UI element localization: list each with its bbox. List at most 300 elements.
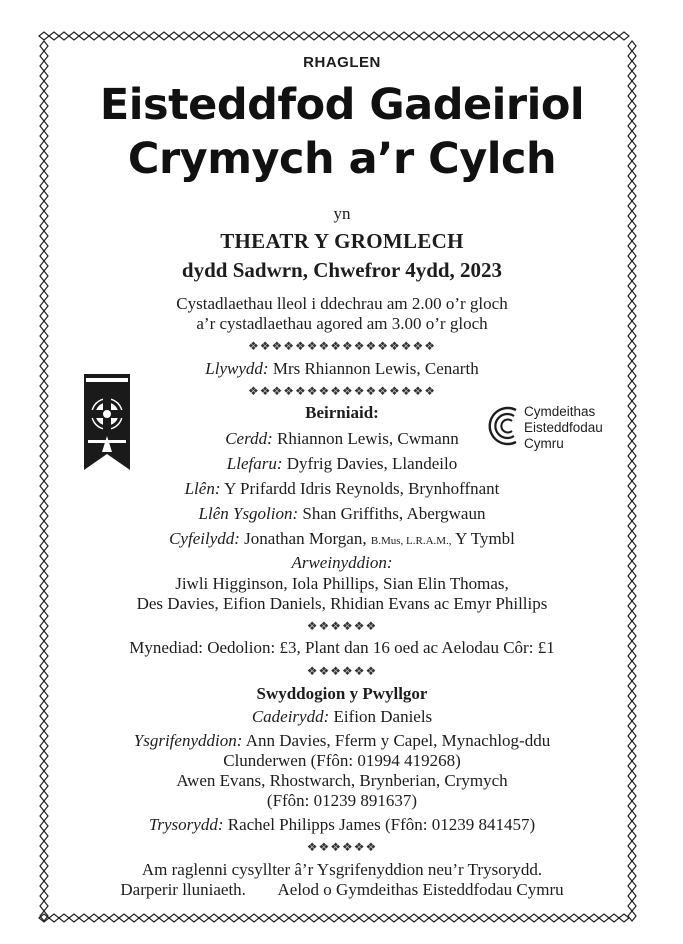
border-link xyxy=(628,41,636,51)
border-link xyxy=(40,851,48,861)
border-link xyxy=(628,111,636,121)
judge-name: Y Prifardd Idris Reynolds, Brynhoffnant xyxy=(224,479,500,498)
border-link xyxy=(40,491,48,501)
border-link xyxy=(40,211,48,221)
border-link xyxy=(628,591,636,601)
border-link xyxy=(40,171,48,181)
border-link xyxy=(169,32,179,40)
border-link xyxy=(40,421,48,431)
border-link xyxy=(628,241,636,251)
border-link xyxy=(369,32,379,40)
border-link xyxy=(189,32,199,40)
start-times-line2: a’r cystadlaethau agored am 3.00 o’r gloch xyxy=(196,314,488,333)
chair-name: Eifion Daniels xyxy=(333,707,433,726)
border-link xyxy=(628,211,636,221)
border-link xyxy=(40,891,48,901)
border-link xyxy=(40,91,48,101)
border-link xyxy=(628,901,636,911)
border-link xyxy=(119,914,129,922)
secretary-address: Ann Davies, Fferm y Capel, Mynachlog-ddu xyxy=(245,731,551,750)
border-link xyxy=(40,611,48,621)
logo-text-3: Cymru xyxy=(524,436,564,451)
border-link xyxy=(40,251,48,261)
border-link xyxy=(40,561,48,571)
border-link xyxy=(40,511,48,521)
border-link xyxy=(40,881,48,891)
border-link xyxy=(59,32,69,40)
border-link xyxy=(129,914,139,922)
border-link xyxy=(628,661,636,671)
judge-music xyxy=(62,429,622,449)
border-link xyxy=(529,914,539,922)
border-link xyxy=(559,32,569,40)
border-link xyxy=(449,914,459,922)
judge-role: Cerdd: xyxy=(225,429,273,448)
secretaries-role: Ysgrifenyddion: xyxy=(133,731,243,750)
border-link xyxy=(609,32,619,40)
border-link xyxy=(628,221,636,231)
border-link xyxy=(628,611,636,621)
accompanist xyxy=(62,529,622,549)
border-link xyxy=(628,511,636,521)
border-link xyxy=(309,32,319,40)
border-link xyxy=(569,32,579,40)
border-link xyxy=(319,914,329,922)
border-link xyxy=(40,841,48,851)
border-link xyxy=(589,914,599,922)
border-link xyxy=(239,914,249,922)
border-link xyxy=(628,141,636,151)
event-date: dydd Sadwrn, Chwefror 4ydd, 2023 xyxy=(181,258,503,282)
judge-role: Llefaru: xyxy=(226,454,283,473)
border-link xyxy=(169,914,179,922)
border-link xyxy=(79,914,89,922)
admission-prices: Mynediad: Oedolion: £3, Plant dan 16 oed ac Aelodau Côr: £1 xyxy=(129,638,555,657)
border-link xyxy=(439,914,449,922)
border-link xyxy=(359,914,369,922)
border-link xyxy=(40,521,48,531)
border-link xyxy=(219,32,229,40)
border-link xyxy=(628,761,636,771)
border-link xyxy=(628,251,636,261)
border-link xyxy=(399,914,409,922)
border-link xyxy=(249,32,259,40)
footer-line2 xyxy=(62,880,622,900)
border-link xyxy=(339,914,349,922)
border-link xyxy=(419,914,429,922)
border-link xyxy=(89,914,99,922)
border-link xyxy=(549,914,559,922)
border-link xyxy=(40,531,48,541)
border-link xyxy=(628,461,636,471)
border-link xyxy=(499,32,509,40)
border-link xyxy=(628,631,636,641)
border-link xyxy=(579,914,589,922)
border-link xyxy=(179,32,189,40)
page-title-line2: Crymych a’r Cylch xyxy=(127,134,557,184)
border-link xyxy=(40,621,48,631)
border-link xyxy=(40,721,48,731)
border-link xyxy=(69,914,79,922)
secretaries-line1 xyxy=(62,731,622,751)
border-link xyxy=(619,914,629,922)
border-link xyxy=(40,401,48,411)
judge-school-literature xyxy=(62,504,622,524)
president-role: Llywydd: xyxy=(205,359,269,378)
border-link xyxy=(519,914,529,922)
border-link xyxy=(628,361,636,371)
border-link xyxy=(40,631,48,641)
committee-heading: Swyddogion y Pwyllgor xyxy=(256,684,428,703)
border-link xyxy=(109,914,119,922)
border-link xyxy=(628,191,636,201)
border-link xyxy=(99,914,109,922)
border-link xyxy=(40,541,48,551)
border-link xyxy=(379,914,389,922)
border-link xyxy=(40,71,48,81)
chair-role: Cadeirydd: xyxy=(251,707,330,726)
border-link xyxy=(40,471,48,481)
compere-names-line2: Des Davies, Eifion Daniels, Rhidian Evans ac Emyr Phillips xyxy=(136,594,548,613)
border-link xyxy=(40,481,48,491)
border-link xyxy=(628,801,636,811)
border-link xyxy=(40,641,48,651)
border-link xyxy=(628,261,636,271)
president-name: Mrs Rhiannon Lewis, Cenarth xyxy=(272,359,479,378)
border-link xyxy=(609,914,619,922)
border-link xyxy=(628,371,636,381)
border-link xyxy=(409,32,419,40)
border-link xyxy=(289,914,299,922)
border-link xyxy=(549,32,559,40)
ornament-divider: ❖❖❖❖❖❖❖❖❖❖❖❖❖❖❖❖ xyxy=(247,384,437,398)
border-link xyxy=(619,32,629,40)
border-link xyxy=(40,391,48,401)
refreshments-note: Darperir lluniaeth. xyxy=(120,880,246,899)
border-link xyxy=(40,571,48,581)
border-link xyxy=(40,321,48,331)
border-link xyxy=(40,501,48,511)
border-link xyxy=(389,914,399,922)
border-link xyxy=(628,651,636,661)
programme-page xyxy=(62,44,622,902)
border-link xyxy=(628,381,636,391)
border-link xyxy=(289,32,299,40)
border-link xyxy=(40,871,48,881)
border-link xyxy=(40,781,48,791)
border-link xyxy=(319,32,329,40)
border-link xyxy=(40,801,48,811)
border-link xyxy=(628,451,636,461)
border-link xyxy=(449,32,459,40)
border-link xyxy=(429,32,439,40)
border-link xyxy=(40,691,48,701)
venue: THEATR Y GROMLECH xyxy=(220,229,464,253)
border-link xyxy=(40,581,48,591)
border-link xyxy=(269,32,279,40)
border-link xyxy=(239,32,249,40)
border-link xyxy=(628,541,636,551)
border-link xyxy=(628,121,636,131)
border-link xyxy=(628,171,636,181)
border-link xyxy=(40,901,48,911)
border-link xyxy=(599,914,609,922)
border-link xyxy=(209,32,219,40)
border-link xyxy=(40,811,48,821)
border-link xyxy=(40,301,48,311)
border-link xyxy=(628,521,636,531)
border-link xyxy=(628,861,636,871)
border-link xyxy=(40,551,48,561)
border-link xyxy=(209,914,219,922)
ornament-divider: ❖❖❖❖❖❖❖❖❖❖❖❖❖❖❖❖ xyxy=(247,339,437,353)
border-link xyxy=(628,151,636,161)
border-link xyxy=(259,914,269,922)
judge-role: Llên Ysgolion: xyxy=(198,504,299,523)
border-link xyxy=(40,341,48,351)
border-link xyxy=(628,911,636,921)
border-link xyxy=(628,351,636,361)
border-link xyxy=(509,32,519,40)
border-link xyxy=(628,621,636,631)
border-link xyxy=(628,641,636,651)
judge-name: Dyfrig Davies, Llandeilo xyxy=(286,454,458,473)
border-link xyxy=(399,32,409,40)
border-link xyxy=(40,181,48,191)
border-link xyxy=(628,281,636,291)
border-link xyxy=(40,431,48,441)
border-link xyxy=(529,32,539,40)
border-link xyxy=(259,32,269,40)
border-link xyxy=(79,32,89,40)
border-link xyxy=(628,101,636,111)
border-link xyxy=(628,771,636,781)
border-link xyxy=(49,32,59,40)
border-link xyxy=(469,914,479,922)
border-link xyxy=(628,301,636,311)
border-link xyxy=(40,651,48,661)
border-link xyxy=(628,481,636,491)
border-link xyxy=(339,32,349,40)
treasurer-role: Trysorydd: xyxy=(148,815,224,834)
border-link xyxy=(40,411,48,421)
border-link xyxy=(119,32,129,40)
border-link xyxy=(499,914,509,922)
border-link xyxy=(579,32,589,40)
border-link xyxy=(628,821,636,831)
border-link xyxy=(40,371,48,381)
border-link xyxy=(628,551,636,561)
border-link xyxy=(40,381,48,391)
border-link xyxy=(40,731,48,741)
border-link xyxy=(40,331,48,341)
border-link xyxy=(559,914,569,922)
border-link xyxy=(628,891,636,901)
border-link xyxy=(40,121,48,131)
border-link xyxy=(139,32,149,40)
border-link xyxy=(40,831,48,841)
border-link xyxy=(349,32,359,40)
border-link xyxy=(628,61,636,71)
footer-contact: Am raglenni cysyllter â’r Ysgrifenyddion neu’r Trysorydd. xyxy=(141,860,543,879)
border-link xyxy=(419,32,429,40)
border-link xyxy=(40,241,48,251)
border-link xyxy=(40,761,48,771)
border-link xyxy=(40,201,48,211)
border-link xyxy=(40,261,48,271)
border-link xyxy=(69,32,79,40)
border-link xyxy=(299,914,309,922)
border-link xyxy=(129,32,139,40)
border-link xyxy=(149,914,159,922)
border-link xyxy=(40,161,48,171)
border-link xyxy=(249,914,259,922)
border-link xyxy=(628,531,636,541)
border-link xyxy=(628,181,636,191)
border-link xyxy=(40,451,48,461)
border-link xyxy=(279,32,289,40)
border-link xyxy=(40,701,48,711)
treasurer-name: Rachel Philipps James (Ffôn: 01239 841457) xyxy=(227,815,536,834)
border-link xyxy=(628,751,636,761)
border-link xyxy=(199,32,209,40)
border-link xyxy=(40,311,48,321)
border-link xyxy=(40,151,48,161)
start-times-line1: Cystadlaethau lleol i ddechrau am 2.00 o’r gloch xyxy=(176,294,508,313)
border-link xyxy=(40,81,48,91)
judge-recitation xyxy=(62,454,622,474)
border-link xyxy=(628,781,636,791)
border-link xyxy=(40,751,48,761)
border-link xyxy=(628,681,636,691)
border-link xyxy=(40,791,48,801)
programme-label: RHAGLEN xyxy=(303,54,381,71)
border-link xyxy=(409,914,419,922)
border-link xyxy=(369,914,379,922)
border-link xyxy=(40,291,48,301)
border-link xyxy=(40,711,48,721)
treasurer-line xyxy=(62,815,622,835)
border-link xyxy=(389,32,399,40)
border-link xyxy=(439,32,449,40)
border-link xyxy=(469,32,479,40)
border-link xyxy=(99,32,109,40)
border-link xyxy=(628,321,636,331)
border-link xyxy=(40,661,48,671)
border-link xyxy=(489,32,499,40)
border-link xyxy=(628,841,636,851)
border-link xyxy=(479,32,489,40)
border-link xyxy=(40,61,48,71)
compere-heading: Arweinyddion: xyxy=(291,553,393,572)
border-link xyxy=(40,51,48,61)
border-link xyxy=(39,32,49,40)
border-link xyxy=(539,32,549,40)
border-link xyxy=(40,111,48,121)
border-link xyxy=(628,71,636,81)
judges-heading: Beirniaid: xyxy=(305,403,379,422)
border-link xyxy=(628,831,636,841)
border-link xyxy=(628,581,636,591)
border-link xyxy=(159,914,169,922)
border-link xyxy=(40,191,48,201)
border-link xyxy=(40,461,48,471)
border-link xyxy=(329,32,339,40)
border-link xyxy=(279,914,289,922)
border-link xyxy=(309,914,319,922)
accompanist-name: Jonathan Morgan, xyxy=(244,529,367,548)
border-link xyxy=(628,501,636,511)
accompanist-qualifications: B.Mus, L.R.A.M., xyxy=(370,535,452,547)
border-link xyxy=(40,351,48,361)
border-link xyxy=(109,32,119,40)
border-link xyxy=(219,914,229,922)
border-link xyxy=(569,914,579,922)
border-link xyxy=(40,601,48,611)
ornament-divider: ❖❖❖❖❖❖ xyxy=(306,619,378,633)
border-link xyxy=(40,271,48,281)
border-link xyxy=(379,32,389,40)
border-link xyxy=(628,721,636,731)
border-link xyxy=(359,32,369,40)
border-link xyxy=(40,281,48,291)
yn-text: yn xyxy=(333,204,351,223)
border-link xyxy=(40,131,48,141)
ornament-divider: ❖❖❖❖❖❖ xyxy=(306,664,378,678)
border-link xyxy=(628,91,636,101)
compere-names-line1: Jiwli Higginson, Iola Phillips, Sian Elin Thomas, xyxy=(175,574,509,593)
border-link xyxy=(159,32,169,40)
border-link xyxy=(628,711,636,721)
border-link xyxy=(40,671,48,681)
border-link xyxy=(329,914,339,922)
border-link xyxy=(628,331,636,341)
border-link xyxy=(628,851,636,861)
border-link xyxy=(139,914,149,922)
border-link xyxy=(59,914,69,922)
border-link xyxy=(459,32,469,40)
border-link xyxy=(539,914,549,922)
secretaries-line4: (Ffôn: 01239 891637) xyxy=(266,791,418,810)
border-link xyxy=(628,701,636,711)
border-link xyxy=(489,914,499,922)
border-link xyxy=(628,491,636,501)
border-link xyxy=(628,201,636,211)
border-link xyxy=(628,341,636,351)
border-link xyxy=(628,741,636,751)
border-link xyxy=(628,671,636,681)
border-link xyxy=(509,914,519,922)
logo-text-1: Cymdeithas xyxy=(524,404,596,419)
border-link xyxy=(199,914,209,922)
border-link xyxy=(628,561,636,571)
border-link xyxy=(49,914,59,922)
border-link xyxy=(628,391,636,401)
judge-name: Rhiannon Lewis, Cwmann xyxy=(276,429,459,448)
ornament-divider: ❖❖❖❖❖❖ xyxy=(306,840,378,854)
border-link xyxy=(299,32,309,40)
border-link xyxy=(40,771,48,781)
border-link xyxy=(628,811,636,821)
president-line xyxy=(62,359,622,379)
page-title-line1: Eisteddfod Gadeiriol xyxy=(99,80,585,130)
border-link xyxy=(628,791,636,801)
border-link xyxy=(40,221,48,231)
border-link xyxy=(599,32,609,40)
border-link xyxy=(628,291,636,301)
border-link xyxy=(89,32,99,40)
border-link xyxy=(628,161,636,171)
